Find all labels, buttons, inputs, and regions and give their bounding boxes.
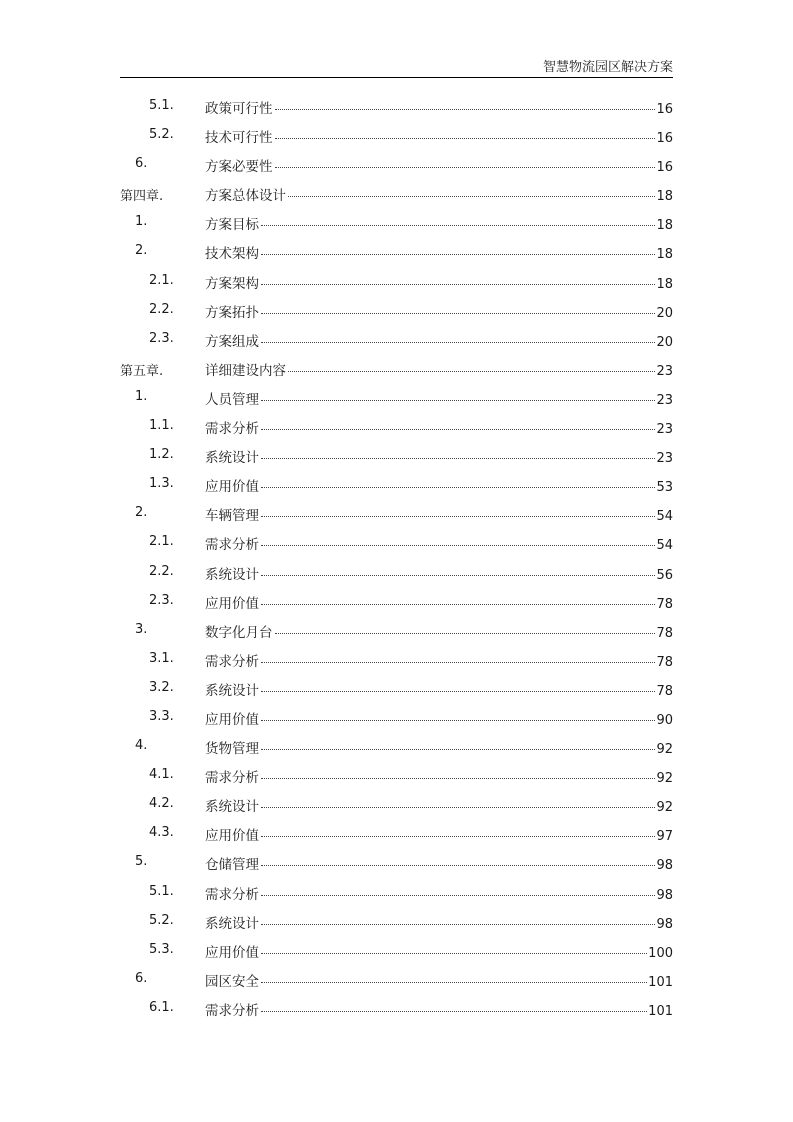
toc-entry-number: 第五章. xyxy=(120,363,164,379)
toc-entry-page-number: 20 xyxy=(656,334,673,350)
toc-entry-line xyxy=(205,737,673,757)
toc-entry-line xyxy=(205,242,673,262)
toc-entry-title: 需求分析 xyxy=(205,421,259,438)
toc-entry[interactable] xyxy=(120,150,673,179)
dot-leader xyxy=(261,313,655,314)
toc-entry[interactable] xyxy=(120,121,673,150)
toc-entry-page-number: 78 xyxy=(656,596,673,612)
toc-entry-line xyxy=(205,941,673,961)
toc-entry-number: 5.3. xyxy=(149,941,174,957)
toc-entry-page-number: 18 xyxy=(656,247,673,263)
toc-entry-title: 详细建设内容 xyxy=(205,362,286,379)
dot-leader xyxy=(261,749,655,750)
toc-entry-page-number: 98 xyxy=(656,916,673,932)
dot-leader xyxy=(261,836,655,837)
document-title: 智慧物流园区解决方案 xyxy=(542,60,673,75)
toc-entry-number: 5.1. xyxy=(149,883,174,899)
toc-entry-line xyxy=(205,388,673,408)
toc-entry-title: 园区安全 xyxy=(205,973,259,990)
toc-entry-line xyxy=(205,708,673,728)
toc-entry[interactable] xyxy=(120,819,673,848)
toc-entry[interactable] xyxy=(120,296,673,325)
dot-leader xyxy=(261,691,655,692)
toc-entry-title: 系统设计 xyxy=(205,799,259,816)
dot-leader xyxy=(261,575,655,576)
toc-entry-page-number: 16 xyxy=(656,160,673,176)
toc-entry-page-number: 23 xyxy=(656,422,673,438)
toc-entry-number: 4.3. xyxy=(149,825,174,841)
toc-entry-number: 5.1. xyxy=(149,98,174,113)
toc-entry-title: 车辆管理 xyxy=(205,508,259,525)
toc-entry[interactable] xyxy=(120,674,673,703)
dot-leader xyxy=(275,138,656,139)
toc-entry-title: 需求分析 xyxy=(205,537,259,554)
toc-entry-title: 数字化月台 xyxy=(205,624,273,641)
toc-entry-number: 2.2. xyxy=(149,301,174,317)
toc-entry[interactable] xyxy=(120,412,673,441)
toc-entry-line xyxy=(205,475,673,495)
dot-leader xyxy=(261,400,655,401)
toc-entry-line xyxy=(205,446,673,466)
toc-entry-line xyxy=(205,272,673,292)
toc-entry-line xyxy=(205,853,673,873)
toc-entry-title: 应用价值 xyxy=(205,944,259,961)
toc-entry[interactable] xyxy=(120,790,673,819)
toc-entry-line xyxy=(205,213,673,233)
toc-entry[interactable] xyxy=(120,703,673,732)
toc-entry[interactable] xyxy=(120,616,673,645)
dot-leader xyxy=(275,633,656,634)
toc-entry[interactable] xyxy=(120,965,673,994)
toc-entry-number: 3.3. xyxy=(149,708,174,724)
toc-entry-number: 6. xyxy=(135,970,148,986)
dot-leader xyxy=(261,982,647,983)
toc-entry-line xyxy=(205,330,673,350)
toc-entry-page-number: 92 xyxy=(656,800,673,816)
dot-leader xyxy=(275,109,656,110)
dot-leader xyxy=(261,225,655,226)
toc-entry-line xyxy=(205,999,673,1019)
toc-entry[interactable] xyxy=(120,92,673,121)
toc-entry-line xyxy=(205,533,673,553)
toc-entry-line xyxy=(205,592,673,612)
dot-leader xyxy=(261,662,655,663)
toc-entry-number: 1.2. xyxy=(149,447,174,463)
toc-entry-number: 3. xyxy=(135,621,148,637)
toc-entry-line xyxy=(205,970,673,990)
toc-entry-page-number: 16 xyxy=(656,102,673,117)
toc-entry-title: 应用价值 xyxy=(205,595,259,612)
toc-entry-number: 第四章. xyxy=(120,189,164,205)
dot-leader xyxy=(288,371,655,372)
toc-entry-title: 货物管理 xyxy=(205,741,259,758)
toc-entry[interactable] xyxy=(120,732,673,761)
toc-entry-number: 2.1. xyxy=(149,272,174,288)
dot-leader xyxy=(261,895,655,896)
dot-leader xyxy=(261,604,655,605)
toc-entry-page-number: 54 xyxy=(656,538,673,554)
toc-entry[interactable] xyxy=(120,994,673,1023)
toc-entry-line xyxy=(205,126,673,146)
toc-entry-title: 仓储管理 xyxy=(205,857,259,874)
toc-entry-line xyxy=(205,912,673,932)
toc-entry-page-number: 18 xyxy=(656,276,673,292)
toc-entry-page-number: 101 xyxy=(648,974,673,990)
toc-entry-number: 5.2. xyxy=(149,127,174,143)
toc-entry[interactable] xyxy=(120,761,673,790)
dot-leader xyxy=(261,720,655,721)
toc-entry-number: 1. xyxy=(135,388,148,404)
toc-entry-number: 3.1. xyxy=(149,650,174,666)
toc-entry-title: 应用价值 xyxy=(205,828,259,845)
toc-entry-number: 6.1. xyxy=(149,999,174,1015)
toc-entry-title: 技术可行性 xyxy=(205,130,273,147)
toc-entry-page-number: 54 xyxy=(656,509,673,525)
toc-entry-line xyxy=(205,883,673,903)
toc-entry[interactable] xyxy=(120,354,673,383)
toc-entry[interactable] xyxy=(120,528,673,557)
toc-entry-title: 需求分析 xyxy=(205,886,259,903)
toc-entry-title: 方案必要性 xyxy=(205,159,273,176)
toc-entry-number: 2.1. xyxy=(149,534,174,550)
toc-entry-line xyxy=(205,650,673,670)
toc-entry-line xyxy=(205,795,673,815)
toc-entry-page-number: 97 xyxy=(656,829,673,845)
dot-leader xyxy=(275,167,656,168)
toc-entry-line xyxy=(205,766,673,786)
toc-entry-line xyxy=(205,824,673,844)
toc-entry-page-number: 23 xyxy=(656,392,673,408)
toc-entry-line xyxy=(205,679,673,699)
dot-leader xyxy=(261,284,655,285)
toc-entry-title: 系统设计 xyxy=(205,682,259,699)
toc-entry-title: 需求分析 xyxy=(205,1002,259,1019)
toc-entry-line xyxy=(205,504,673,524)
toc-entry-page-number: 78 xyxy=(656,625,673,641)
toc-entry-page-number: 20 xyxy=(656,305,673,321)
toc-entry-number: 2. xyxy=(135,505,148,521)
dot-leader xyxy=(261,865,655,866)
toc-entry-line xyxy=(205,621,673,641)
toc-entry-title: 系统设计 xyxy=(205,566,259,583)
toc-entry-title: 需求分析 xyxy=(205,770,259,787)
dot-leader xyxy=(261,487,655,488)
toc-entry-page-number: 90 xyxy=(656,712,673,728)
toc-entry[interactable] xyxy=(120,325,673,354)
toc-entry-page-number: 100 xyxy=(648,945,673,961)
toc-entry[interactable] xyxy=(120,587,673,616)
toc-entry[interactable] xyxy=(120,936,673,965)
toc-entry-title: 方案拓扑 xyxy=(205,304,259,321)
toc-entry-line xyxy=(205,417,673,437)
toc-entry-title: 应用价值 xyxy=(205,711,259,728)
toc-entry-page-number: 101 xyxy=(648,1003,673,1019)
toc-entry-line xyxy=(205,184,673,204)
toc-entry-page-number: 53 xyxy=(656,480,673,496)
toc-entry-page-number: 92 xyxy=(656,742,673,758)
toc-entry[interactable] xyxy=(120,878,673,907)
dot-leader xyxy=(261,254,655,255)
toc-entry-title: 方案架构 xyxy=(205,275,259,292)
toc-entry-title: 应用价值 xyxy=(205,479,259,496)
toc-entry-number: 2.2. xyxy=(149,563,174,579)
toc-entry-title: 方案总体设计 xyxy=(205,188,286,205)
toc-entry-line xyxy=(205,563,673,583)
toc-entry-page-number: 56 xyxy=(656,567,673,583)
toc-entry-page-number: 78 xyxy=(656,683,673,699)
toc-entry-number: 2.3. xyxy=(149,592,174,608)
toc-entry[interactable] xyxy=(120,237,673,266)
toc-entry-page-number: 23 xyxy=(656,451,673,467)
toc-entry[interactable] xyxy=(120,383,673,412)
toc-entry-number: 1.3. xyxy=(149,476,174,492)
dot-leader xyxy=(261,924,655,925)
toc-entry-number: 2.3. xyxy=(149,330,174,346)
toc-entry[interactable] xyxy=(120,499,673,528)
toc-entry[interactable] xyxy=(120,441,673,470)
toc-entry-title: 系统设计 xyxy=(205,915,259,932)
toc-entry-line xyxy=(205,97,673,117)
toc-entry-page-number: 92 xyxy=(656,771,673,787)
dot-leader xyxy=(261,429,655,430)
dot-leader xyxy=(288,196,655,197)
dot-leader xyxy=(261,953,647,954)
toc-entry-page-number: 16 xyxy=(656,131,673,147)
toc-entry-page-number: 18 xyxy=(656,189,673,205)
dot-leader xyxy=(261,778,655,779)
toc-entry[interactable] xyxy=(120,645,673,674)
toc-entry-page-number: 23 xyxy=(656,363,673,379)
dot-leader xyxy=(261,458,655,459)
toc-entry-number: 3.2. xyxy=(149,679,174,695)
toc-entry-number: 5.2. xyxy=(149,912,174,928)
toc-entry-number: 2. xyxy=(135,243,148,259)
toc-entry-page-number: 98 xyxy=(656,858,673,874)
toc-entry[interactable] xyxy=(120,848,673,877)
toc-entry-number: 6. xyxy=(135,156,148,172)
toc-entry-title: 技术架构 xyxy=(205,246,259,263)
table-of-contents xyxy=(120,92,673,1023)
dot-leader xyxy=(261,545,655,546)
toc-entry[interactable] xyxy=(120,267,673,296)
toc-entry[interactable] xyxy=(120,558,673,587)
toc-entry-number: 1.1. xyxy=(149,418,174,434)
toc-entry-title: 政策可行性 xyxy=(205,101,273,117)
toc-entry-line xyxy=(205,155,673,175)
toc-entry-title: 系统设计 xyxy=(205,450,259,467)
toc-entry-number: 4.1. xyxy=(149,767,174,783)
toc-entry-number: 4.2. xyxy=(149,796,174,812)
toc-entry-page-number: 18 xyxy=(656,218,673,234)
toc-entry-title: 需求分析 xyxy=(205,653,259,670)
toc-entry[interactable] xyxy=(120,470,673,499)
dot-leader xyxy=(261,516,655,517)
toc-entry-page-number: 78 xyxy=(656,654,673,670)
dot-leader xyxy=(261,807,655,808)
toc-entry-title: 方案组成 xyxy=(205,333,259,350)
toc-entry-page-number: 98 xyxy=(656,887,673,903)
toc-entry-line xyxy=(205,301,673,321)
page-header xyxy=(120,50,673,78)
toc-entry[interactable] xyxy=(120,907,673,936)
toc-entry-title: 人员管理 xyxy=(205,391,259,408)
dot-leader xyxy=(261,342,655,343)
toc-entry[interactable] xyxy=(120,179,673,208)
toc-entry-line xyxy=(205,359,673,379)
toc-entry-title: 方案目标 xyxy=(205,217,259,234)
toc-entry-number: 1. xyxy=(135,214,148,230)
toc-entry[interactable] xyxy=(120,208,673,237)
toc-entry-number: 5. xyxy=(135,854,148,870)
toc-entry-number: 4. xyxy=(135,738,148,754)
dot-leader xyxy=(261,1011,647,1012)
